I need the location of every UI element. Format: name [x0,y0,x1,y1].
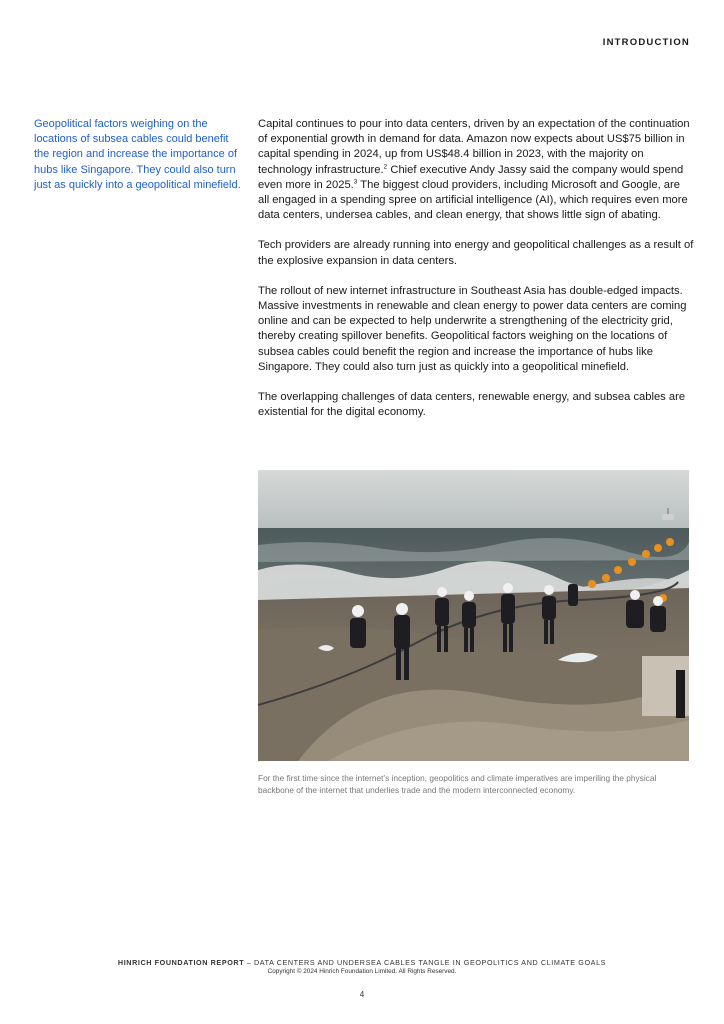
page-number: 4 [359,990,365,999]
footnote-ref-3[interactable]: 3 [353,178,358,186]
footnote-ref-2[interactable]: 2 [383,162,388,170]
paragraph-1-part-a: Capital continues to pour into data centers, driven by an expectation of the continuation of exponential growth in demand for data. Amazon now expects about US$75 billion in capital spending in 2024, up from US$48.4 billion in 2023, with the majority on technology infrastructure. [258,118,690,176]
footer-copyright: Copyright © 2024 Hinrich Foundation Limited. All Rights Reserved. [267,968,457,975]
pull-quote: Geopolitical factors weighing on the locations of subsea cables could benefit the region and increase the importance of hubs like Singapore. They could also turn just as quickly into a geopolitical minefield. [34,118,241,191]
footer-report-subtitle: – DATA CENTERS AND UNDERSEA CABLES TANGLE IN GEOPOLITICS AND CLIMATE GOALS [244,958,607,967]
footer-report-label: HINRICH FOUNDATION REPORT [117,958,245,967]
photo-illustration [258,470,689,761]
beach-cable-landing-photo [258,470,689,761]
paragraph-1 [258,117,694,223]
figure-caption: For the first time since the internet’s inception, geopolitics and climate imperatives are imperiling the physical backbone of the internet that underlies trade and the modern interconnected economy. [258,773,657,795]
paragraph-3: The rollout of new internet infrastructure in Southeast Asia has double-edged impacts. Massive investments in renewable and clean energy to power data centers are coming online and can be expected to help underwrite a strengthening of the electricity grid, thereby creating spillover benefits. Geopolitical factors weighing on the locations of subsea cables could benefit the region and increase the importance of hubs like Singapore. They could also turn just as quickly into a geopolitical minefield. [258,284,687,373]
section-label: INTRODUCTION [602,37,690,48]
body-text [258,117,694,435]
paragraph-1-part-c: The biggest cloud providers, including Microsoft and Google, are all engaged in a spending spree on artificial intelligence (AI), which requires even more data centers, undersea cables, and clean energy, that shows little sign of abating. [258,178,688,222]
paragraph-2: Tech providers are already running into energy and geopolitical challenges as a result of the explosive expansion in data centers. [258,239,694,267]
paragraph-1-part-b: Chief executive Andy Jassy said the company would spend even more in 2025. [258,163,684,191]
footer-report-title [0,958,724,967]
paragraph-4: The overlapping challenges of data centers, renewable energy, and subsea cables are existential for the digital economy. [258,391,686,419]
